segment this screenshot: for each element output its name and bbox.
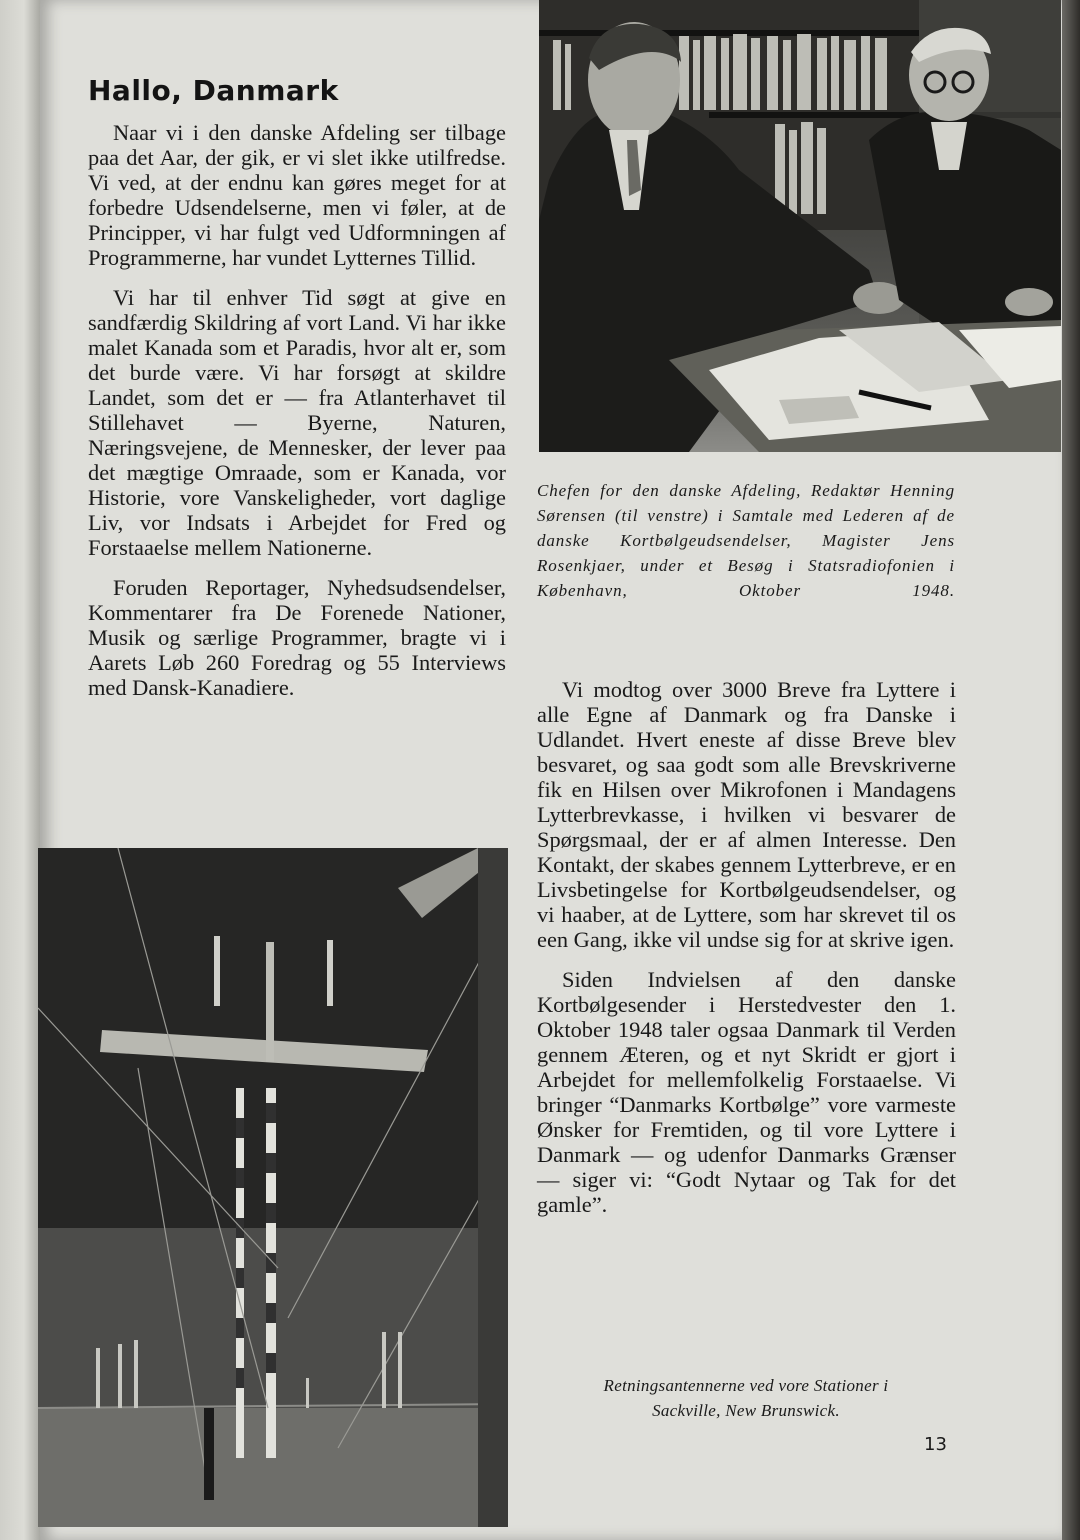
left-column bbox=[88, 120, 506, 715]
photo-two-men-at-desk bbox=[539, 0, 1061, 452]
page-number: 13 bbox=[924, 1434, 947, 1455]
book-edge bbox=[1062, 0, 1080, 1540]
paragraph: Vi har til enhver Tid søgt at give en sandfærdig Skildring af vort Land. Vi har ikke malet Kanada som et Paradis, hvor alt er, som det burde være. Vi har forsøgt at skildre Landet, som det er — fra Atlanterhavet til Stillehavet — Byerne, Naturen, Næringsvejene, de Mennesker, der lever paa det mægtige Omraade, som er Kanada, vor Historie, vore Vanskeligheder, vort daglige Liv, vor Indsats i Arbejdet for Fred og Forstaaelse mellem Nationerne. bbox=[88, 285, 506, 560]
facing-page-edge bbox=[0, 0, 40, 1540]
photo-caption bbox=[520, 1373, 972, 1423]
paragraph: Siden Indvielsen af den danske Kortbølgesender i Herstedvester den 1. Oktober 1948 taler ogsaa Danmark til Verden gennem Æteren, og et nyt Skridt er gjort i Arbejdet for mellemfolkelig Forstaaelse. Vi bringer “Danmarks Kortbølge” vore varmeste Ønsker for Fremtiden, og til vore Lyttere i Danmark — og udenfor Danmarks Grænser — siger vi: “Godt Nytaar og Tak for det gamle”. bbox=[537, 967, 956, 1217]
photo-illustration bbox=[539, 0, 1061, 452]
paragraph: Vi modtog over 3000 Breve fra Lyttere i alle Egne af Danmark og fra Danske i Udlandet. Hvert eneste af disse Breve blev besvaret, og saa godt som alle Brevskriverne fik en Hilsen over Mikrofonen i Mandagens Lytterbrevkasse, i hvilken vi besvarer de Spørgsmaal, der er af almen Interesse. Den Kontakt, der skabes gennem Lytterbreve, er en Livsbetingelse for Kortbølgeudsendelser, og vi haaber, at de Lyttere, som har skrevet til os een Gang, ikke vil undse sig for at skrive igen. bbox=[537, 677, 956, 952]
right-column bbox=[537, 677, 956, 1232]
caption-line: Sackville, New Brunswick. bbox=[652, 1401, 840, 1420]
caption-line: Retningsantennerne ved vore Stationer i bbox=[603, 1376, 889, 1395]
photo-antenna-masts bbox=[38, 848, 508, 1527]
paragraph: Foruden Reportager, Nyhedsudsendelser, Kommentarer fra De Forenede Nationer, Musik og særlige Programmer, bragte vi i Aarets Løb 260 Foredrag og 55 Interviews med Dansk-Kanadiere. bbox=[88, 575, 506, 700]
photo-caption: Chefen for den danske Afdeling, Redaktør Henning Sørensen (til venstre) i Samtale med Lederen af de danske Kortbølgeudsendelser, Magister Jens Rosenkjaer, under et Besøg i Statsradiofonien i København, Oktober 1948. bbox=[537, 481, 955, 600]
paragraph: Naar vi i den danske Afdeling ser tilbage paa det Aar, der gik, er vi slet ikke utilfredse. Vi ved, at der endnu kan gøres meget for at forbedre Udsendelserne, men vi føler, at de Principper, vi har fulgt ved Udformningen af Programmerne, har vundet Lytternes Tillid. bbox=[88, 120, 506, 270]
photo-illustration bbox=[38, 848, 508, 1527]
article-heading: Hallo, Danmark bbox=[88, 74, 339, 107]
